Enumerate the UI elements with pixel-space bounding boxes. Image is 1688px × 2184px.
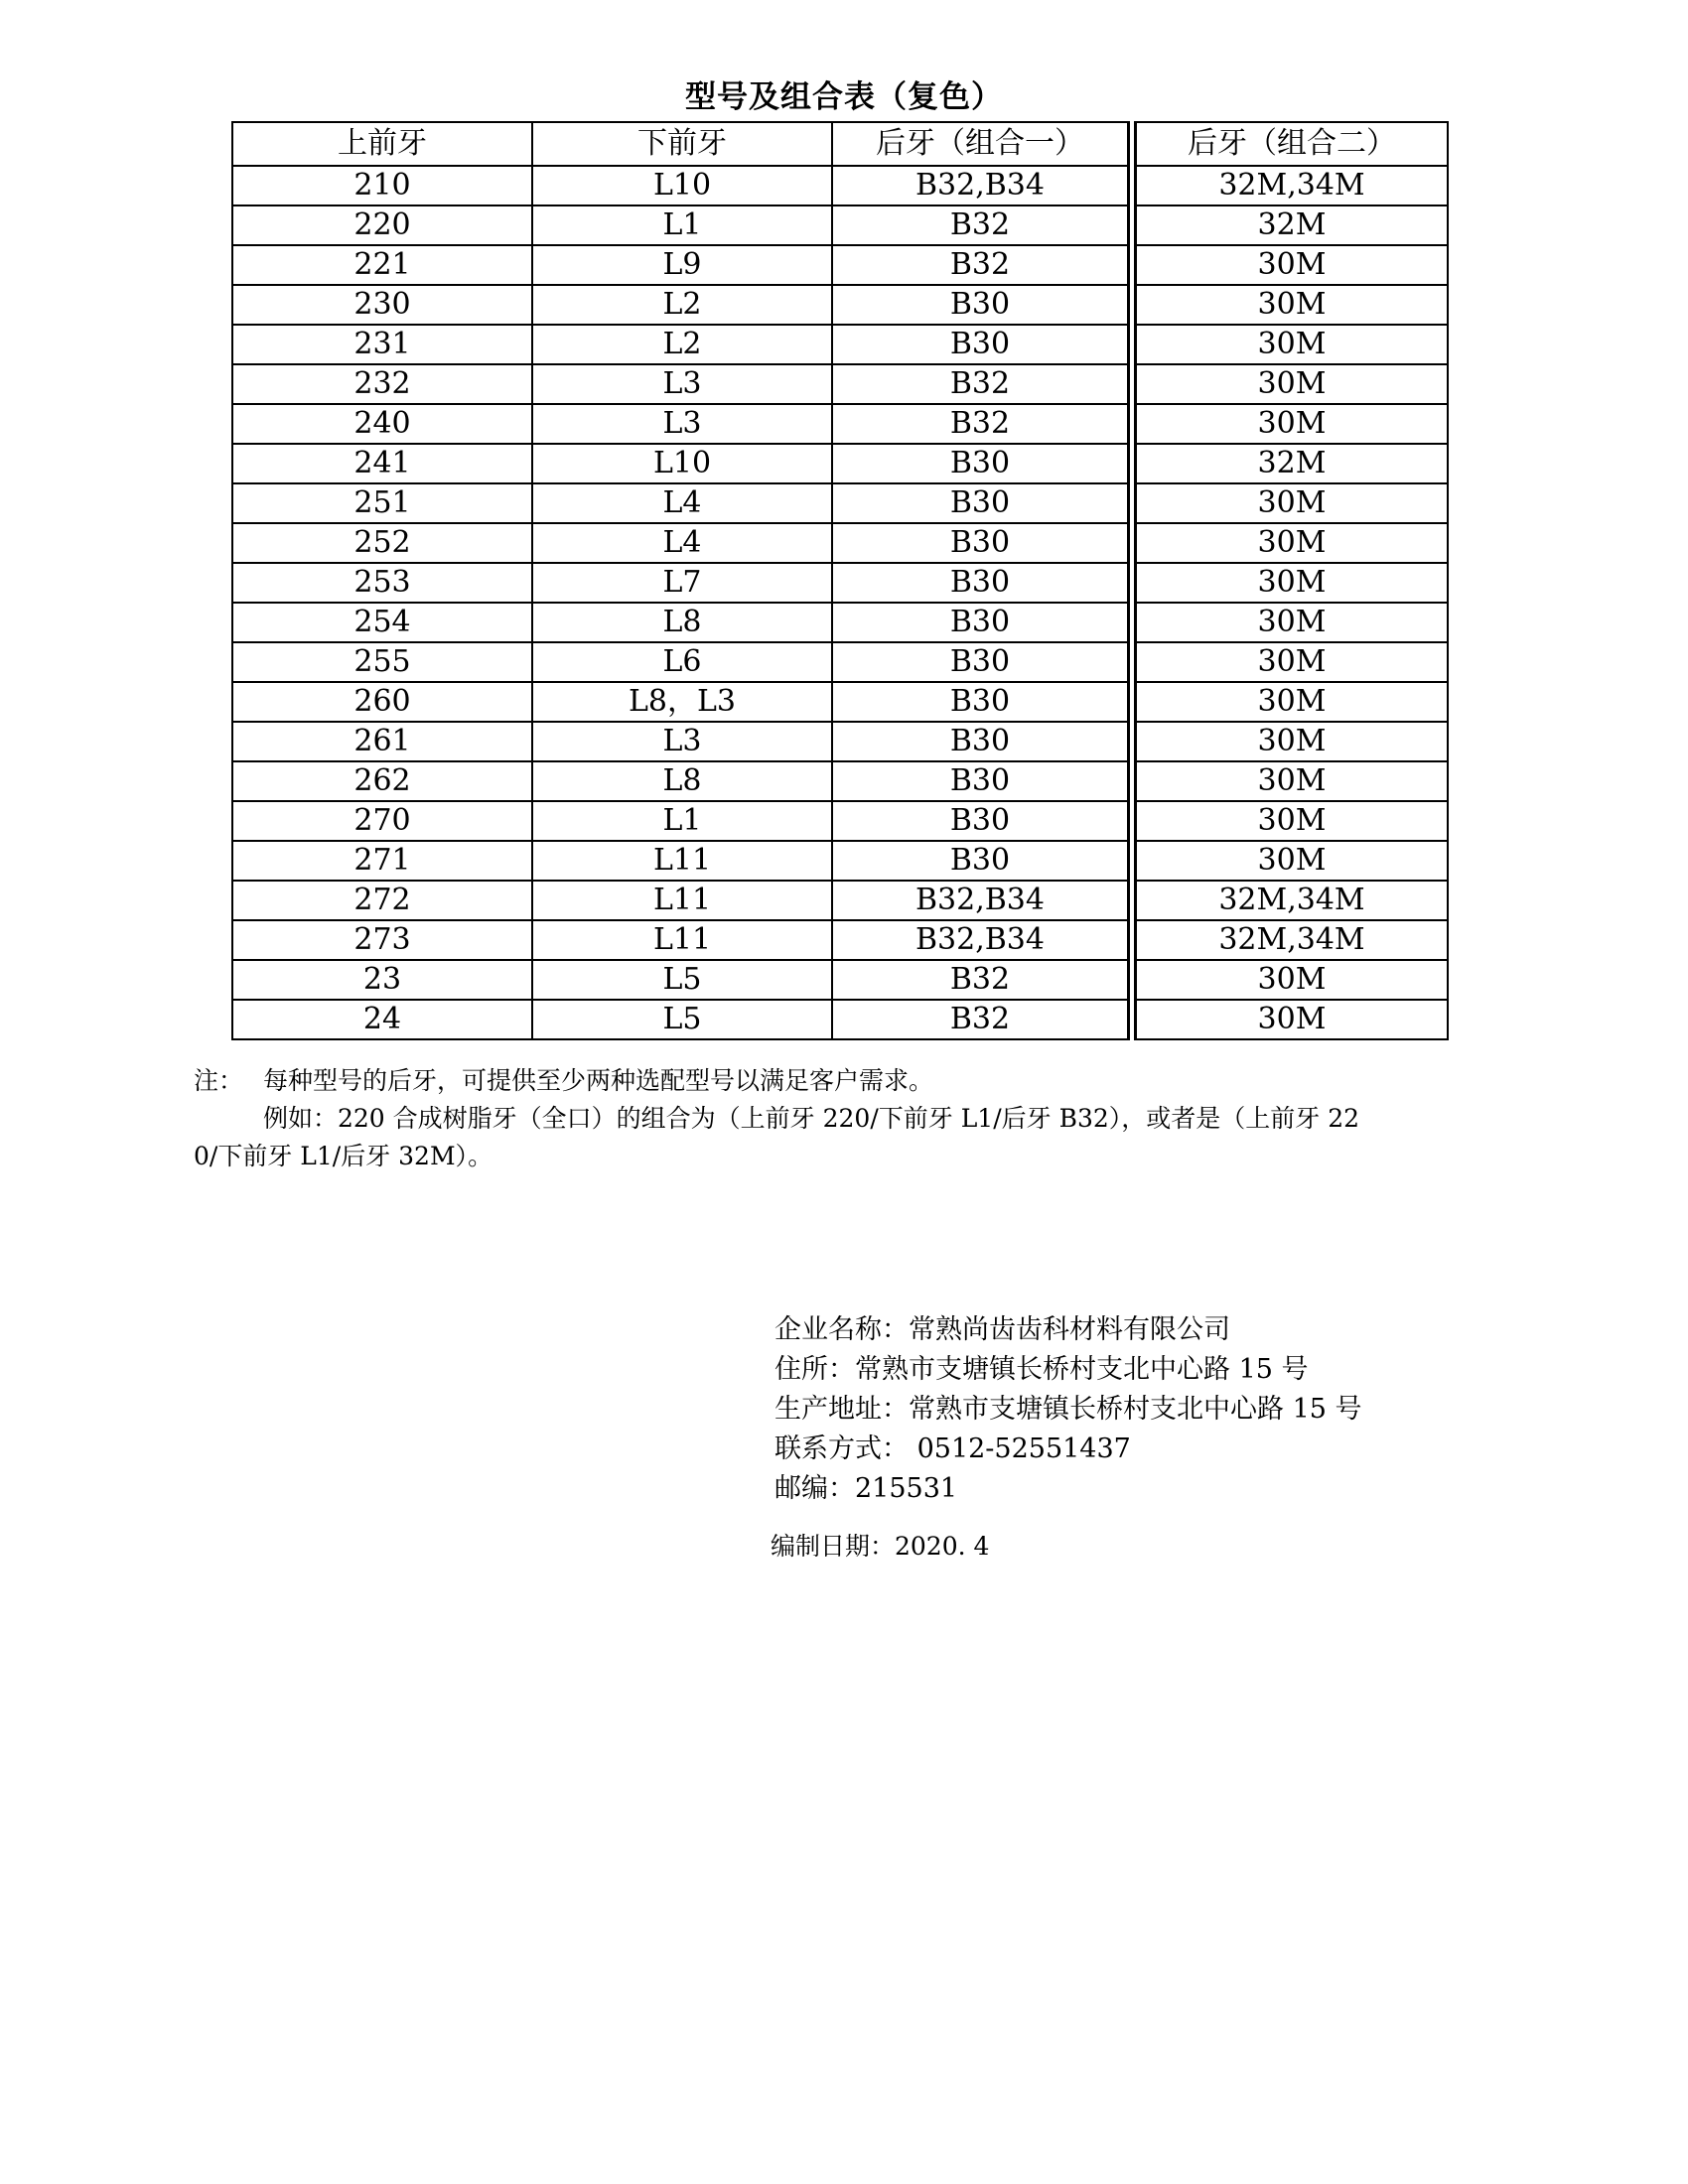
table-row [232,722,1448,761]
cell-back-combo-2: 30M [1132,523,1448,563]
cell-lower-front: L1 [532,205,832,245]
cell-lower-front: L2 [532,325,832,364]
table-row [232,801,1448,841]
table-row [232,245,1448,285]
cell-back-combo-2: 30M [1132,325,1448,364]
table-row [232,881,1448,920]
cell-back-combo-1: B30 [832,325,1132,364]
cell-back-combo-2: 32M,34M [1132,166,1448,205]
cell-upper-front: 240 [232,404,532,444]
table-body [232,166,1448,1039]
cell-lower-front: L11 [532,881,832,920]
table-row [232,563,1448,603]
cell-lower-front: L11 [532,920,832,960]
cell-lower-front: L11 [532,841,832,881]
cell-upper-front: 254 [232,603,532,642]
cell-back-combo-1: B30 [832,483,1132,523]
table-header-row [232,122,1448,166]
cell-back-combo-2: 30M [1132,563,1448,603]
table-row [232,404,1448,444]
cell-lower-front: L5 [532,1000,832,1039]
cell-lower-front: L8 [532,761,832,801]
table-row [232,523,1448,563]
table-row [232,285,1448,325]
cell-upper-front: 273 [232,920,532,960]
header-back-combo-2: 后牙（组合二） [1132,122,1448,166]
company-address: 住所：常熟市支塘镇长桥村支北中心路 15 号 [774,1354,1309,1385]
cell-upper-front: 253 [232,563,532,603]
header-back-combo-1: 后牙（组合一） [832,122,1132,166]
cell-upper-front: 260 [232,682,532,722]
cell-upper-front: 232 [232,364,532,404]
cell-upper-front: 230 [232,285,532,325]
cell-back-combo-2: 30M [1132,603,1448,642]
cell-back-combo-1: B32 [832,960,1132,1000]
cell-upper-front: 231 [232,325,532,364]
header-upper-front: 上前牙 [232,122,532,166]
cell-back-combo-1: B32 [832,205,1132,245]
table-row [232,364,1448,404]
note-text-1: 每种型号的后牙，可提供至少两种选配型号以满足客户需求。 [263,1066,934,1095]
table-row [232,841,1448,881]
model-combination-table [231,121,1449,1040]
cell-upper-front: 270 [232,801,532,841]
cell-lower-front: L3 [532,404,832,444]
cell-back-combo-2: 30M [1132,801,1448,841]
table-row [232,483,1448,523]
cell-lower-front: L2 [532,285,832,325]
cell-back-combo-2: 32M,34M [1132,920,1448,960]
cell-back-combo-1: B30 [832,642,1132,682]
page-title: 型号及组合表（复色） [685,79,1003,115]
table-row [232,205,1448,245]
cell-lower-front: L3 [532,722,832,761]
cell-back-combo-1: B32,B34 [832,166,1132,205]
cell-back-combo-1: B30 [832,444,1132,483]
table-row [232,642,1448,682]
table-row [232,682,1448,722]
cell-back-combo-2: 32M [1132,444,1448,483]
cell-back-combo-1: B30 [832,801,1132,841]
cell-lower-front: L5 [532,960,832,1000]
cell-back-combo-1: B32 [832,364,1132,404]
cell-upper-front: 262 [232,761,532,801]
cell-lower-front: L10 [532,444,832,483]
company-production-address: 生产地址：常熟市支塘镇长桥村支北中心路 15 号 [774,1394,1362,1425]
table-row [232,920,1448,960]
cell-back-combo-1: B32,B34 [832,881,1132,920]
cell-lower-front: L10 [532,166,832,205]
cell-back-combo-1: B30 [832,761,1132,801]
table-row [232,166,1448,205]
cell-lower-front: L9 [532,245,832,285]
cell-upper-front: 210 [232,166,532,205]
cell-back-combo-2: 30M [1132,682,1448,722]
cell-back-combo-1: B32 [832,404,1132,444]
cell-upper-front: 241 [232,444,532,483]
cell-back-combo-1: B30 [832,722,1132,761]
cell-back-combo-1: B30 [832,682,1132,722]
cell-upper-front: 220 [232,205,532,245]
cell-upper-front: 261 [232,722,532,761]
cell-back-combo-1: B32 [832,245,1132,285]
cell-upper-front: 221 [232,245,532,285]
note-text-2: 例如：220 合成树脂牙（全口）的组合为（上前牙 220/下前牙 L1/后牙 B32），或者是（上前牙 22 [263,1104,1360,1133]
cell-back-combo-1: B30 [832,523,1132,563]
cell-back-combo-2: 32M,34M [1132,881,1448,920]
note-line-1 [194,1062,1455,1100]
cell-back-combo-2: 30M [1132,841,1448,881]
cell-back-combo-1: B30 [832,563,1132,603]
cell-back-combo-1: B32,B34 [832,920,1132,960]
cell-lower-front: L3 [532,364,832,404]
cell-upper-front: 252 [232,523,532,563]
cell-upper-front: 251 [232,483,532,523]
cell-back-combo-1: B30 [832,285,1132,325]
table-row [232,325,1448,364]
cell-lower-front: L1 [532,801,832,841]
cell-back-combo-2: 30M [1132,483,1448,523]
note-line-3 [194,1138,1455,1175]
cell-lower-front: L8，L3 [532,682,832,722]
company-info [774,1310,1362,1509]
note-line-2 [194,1100,1455,1138]
cell-back-combo-2: 30M [1132,1000,1448,1039]
cell-lower-front: L6 [532,642,832,682]
cell-upper-front: 23 [232,960,532,1000]
cell-back-combo-2: 30M [1132,245,1448,285]
table-row [232,444,1448,483]
notes-section [194,1062,1455,1175]
cell-lower-front: L8 [532,603,832,642]
cell-back-combo-2: 30M [1132,364,1448,404]
cell-upper-front: 255 [232,642,532,682]
cell-back-combo-2: 30M [1132,642,1448,682]
note-prefix: 注： [194,1066,244,1095]
cell-back-combo-1: B30 [832,841,1132,881]
cell-lower-front: L4 [532,523,832,563]
cell-upper-front: 271 [232,841,532,881]
table-row [232,761,1448,801]
note-text-3: 0/下前牙 L1/后牙 32M）。 [194,1142,493,1170]
cell-back-combo-1: B32 [832,1000,1132,1039]
cell-back-combo-2: 30M [1132,404,1448,444]
cell-back-combo-2: 30M [1132,722,1448,761]
cell-back-combo-2: 30M [1132,761,1448,801]
cell-upper-front: 272 [232,881,532,920]
table-row [232,960,1448,1000]
cell-back-combo-2: 30M [1132,285,1448,325]
company-contact: 联系方式： 0512-52551437 [774,1433,1131,1464]
table-row [232,603,1448,642]
company-postcode: 邮编：215531 [774,1473,958,1504]
company-name: 企业名称：常熟尚齿齿科材料有限公司 [774,1314,1230,1345]
cell-back-combo-2: 30M [1132,960,1448,1000]
compile-date: 编制日期：2020. 4 [771,1532,990,1561]
table-row [232,1000,1448,1039]
cell-upper-front: 24 [232,1000,532,1039]
cell-back-combo-2: 32M [1132,205,1448,245]
cell-back-combo-1: B30 [832,603,1132,642]
header-lower-front: 下前牙 [532,122,832,166]
cell-lower-front: L4 [532,483,832,523]
cell-lower-front: L7 [532,563,832,603]
